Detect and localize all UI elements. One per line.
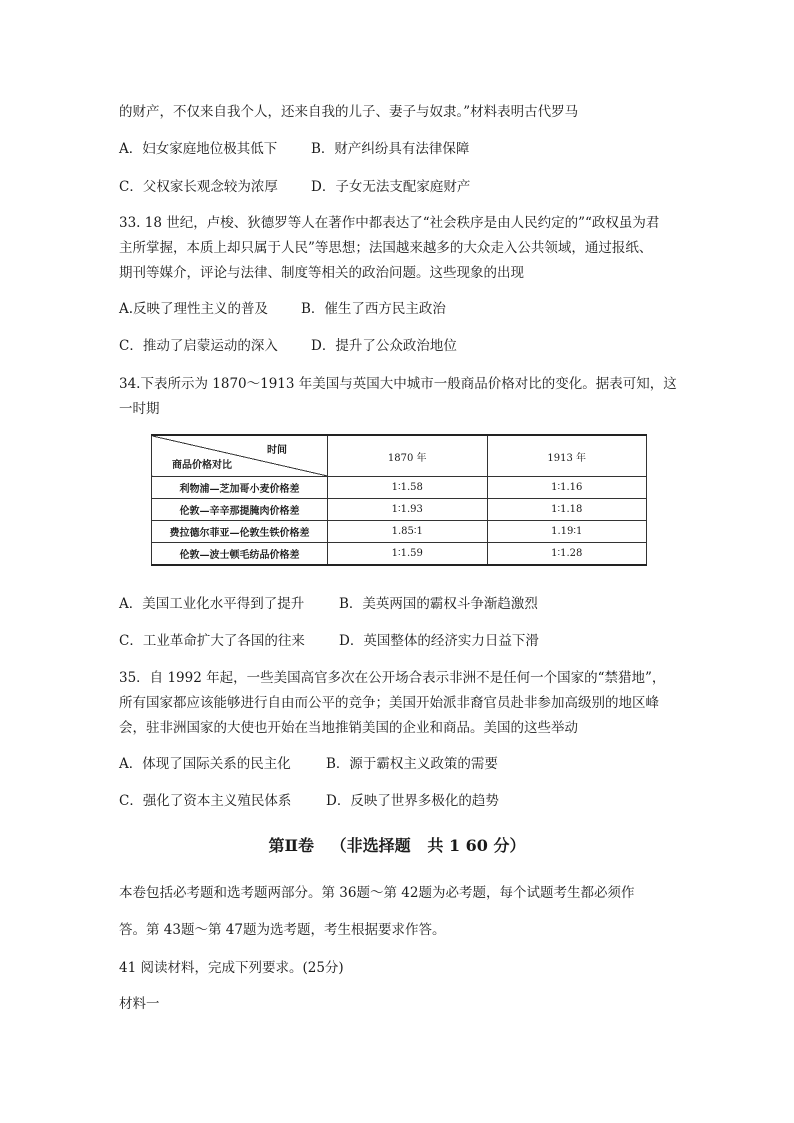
q32-option-a: A．妇女家庭地位极其低下 — [119, 141, 278, 157]
column-header-1870: 1870 年 — [328, 435, 488, 477]
column-header-1913: 1913 年 — [487, 435, 647, 477]
q34-option-d: D．英国整体的经济实力日益下滑 — [339, 633, 539, 649]
q34-stem-line-1: 34.下表所示为 1870～1913 年美国与英国大中城市一般商品价格对比的变化。据表可知，这 — [119, 376, 677, 392]
q34-stem-line-2: 一时期 — [119, 401, 160, 417]
q32-option-d: D．子女无法支配家庭财产 — [311, 179, 471, 195]
header-time: 时间 — [267, 445, 287, 456]
q33-stem-line-2: 主所掌握，本质上却只属于人民”等思想；法国越来越多的大众走入公共领域，通过报纸、 — [119, 240, 653, 256]
diagonal-header-cell — [152, 435, 328, 477]
q35-option-c: C．强化了资本主义殖民体系 — [119, 793, 292, 809]
cell-1870: 1∶1.93 — [328, 499, 488, 521]
q34-option-c: C．工业革命扩大了各国的往来 — [119, 633, 305, 649]
cell-1870: 1.85∶1 — [328, 521, 488, 543]
section-title: 第Ⅱ卷 （非选择题 共 1 60 分） — [268, 836, 526, 855]
q35-stem-line-2: 所有国家都应该能够进行自由而公平的竞争；美国开始派非裔官员赴非参加高级别的地区峰 — [119, 695, 659, 711]
cell-1913: 1∶1.16 — [487, 477, 647, 499]
q35-option-b: B．源于霸权主义政策的需要 — [326, 756, 498, 772]
q33-option-a: A.反映了理性主义的普及 — [119, 301, 269, 317]
price-comparison-table — [151, 434, 647, 566]
q35-option-d: D．反映了世界多极化的趋势 — [326, 793, 499, 809]
cell-1870: 1∶1.58 — [328, 477, 488, 499]
cell-1913: 1∶1.18 — [487, 499, 647, 521]
material-one-label: 材料一 — [119, 996, 160, 1012]
q33-option-b: B．催生了西方民主政治 — [301, 301, 446, 317]
q33-option-d: D．提升了公众政治地位 — [311, 338, 457, 354]
q34-option-a: A．美国工业化水平得到了提升 — [119, 596, 305, 612]
q34-option-b: B．美英两国的霸权斗争渐趋激烈 — [339, 596, 538, 612]
cell-1913: 1.19∶1 — [487, 521, 647, 543]
cell-1913: 1∶1.28 — [487, 543, 647, 566]
row-label: 利物浦—芝加哥小麦价格差 — [152, 477, 328, 499]
q33-option-c: C．推动了启蒙运动的深入 — [119, 338, 278, 354]
q41-instruction: 41 阅读材料，完成下列要求。(25分) — [119, 960, 344, 976]
table-row — [152, 499, 647, 521]
table-row — [152, 477, 647, 499]
q35-option-a: A．体现了国际关系的民主化 — [119, 756, 291, 772]
q35-stem-line-3: 会，驻非洲国家的大使也开始在当地推销美国的企业和商品。美国的这些举动 — [119, 720, 578, 736]
q33-stem-line-1: 33. 18 世纪，卢梭、狄德罗等人在著作中都表达了“社会秩序是由人民约定的”“政权虽为君 — [119, 215, 660, 231]
header-item: 商品价格对比 — [172, 460, 232, 471]
row-label: 伦敦—辛辛那提腌肉价格差 — [152, 499, 328, 521]
table-row — [152, 521, 647, 543]
row-label: 伦敦—波士顿毛纺品价格差 — [152, 543, 328, 566]
section-intro-line-1: 本卷包括必考题和选考题两部分。第 36题～第 42题为必考题，每个试题考生都必须作 — [119, 885, 635, 901]
q33-stem-line-3: 期刊等媒介，评论与法律、制度等相关的政治问题。这些现象的出现 — [119, 265, 524, 281]
q32-option-b: B．财产纠纷具有法律保障 — [311, 141, 470, 157]
section-intro-line-2: 答。第 43题～第 47题为选考题，考生根据要求作答。 — [119, 922, 446, 938]
q32-option-c: C．父权家长观念较为浓厚 — [119, 179, 278, 195]
cell-1870: 1∶1.59 — [328, 543, 488, 566]
q35-stem-line-1: 35．自 1992 年起，一些美国高官多次在公开场合表示非洲不是任何一个国家的“禁猎地”， — [119, 670, 666, 686]
table-header-row — [152, 435, 647, 477]
row-label: 费拉德尔菲亚—伦敦生铁价格差 — [152, 521, 328, 543]
q32-stem-tail: 的财产，不仅来自我个人，还来自我的儿子、妻子与奴隶。”材料表明古代罗马 — [119, 104, 579, 120]
table-row — [152, 543, 647, 566]
